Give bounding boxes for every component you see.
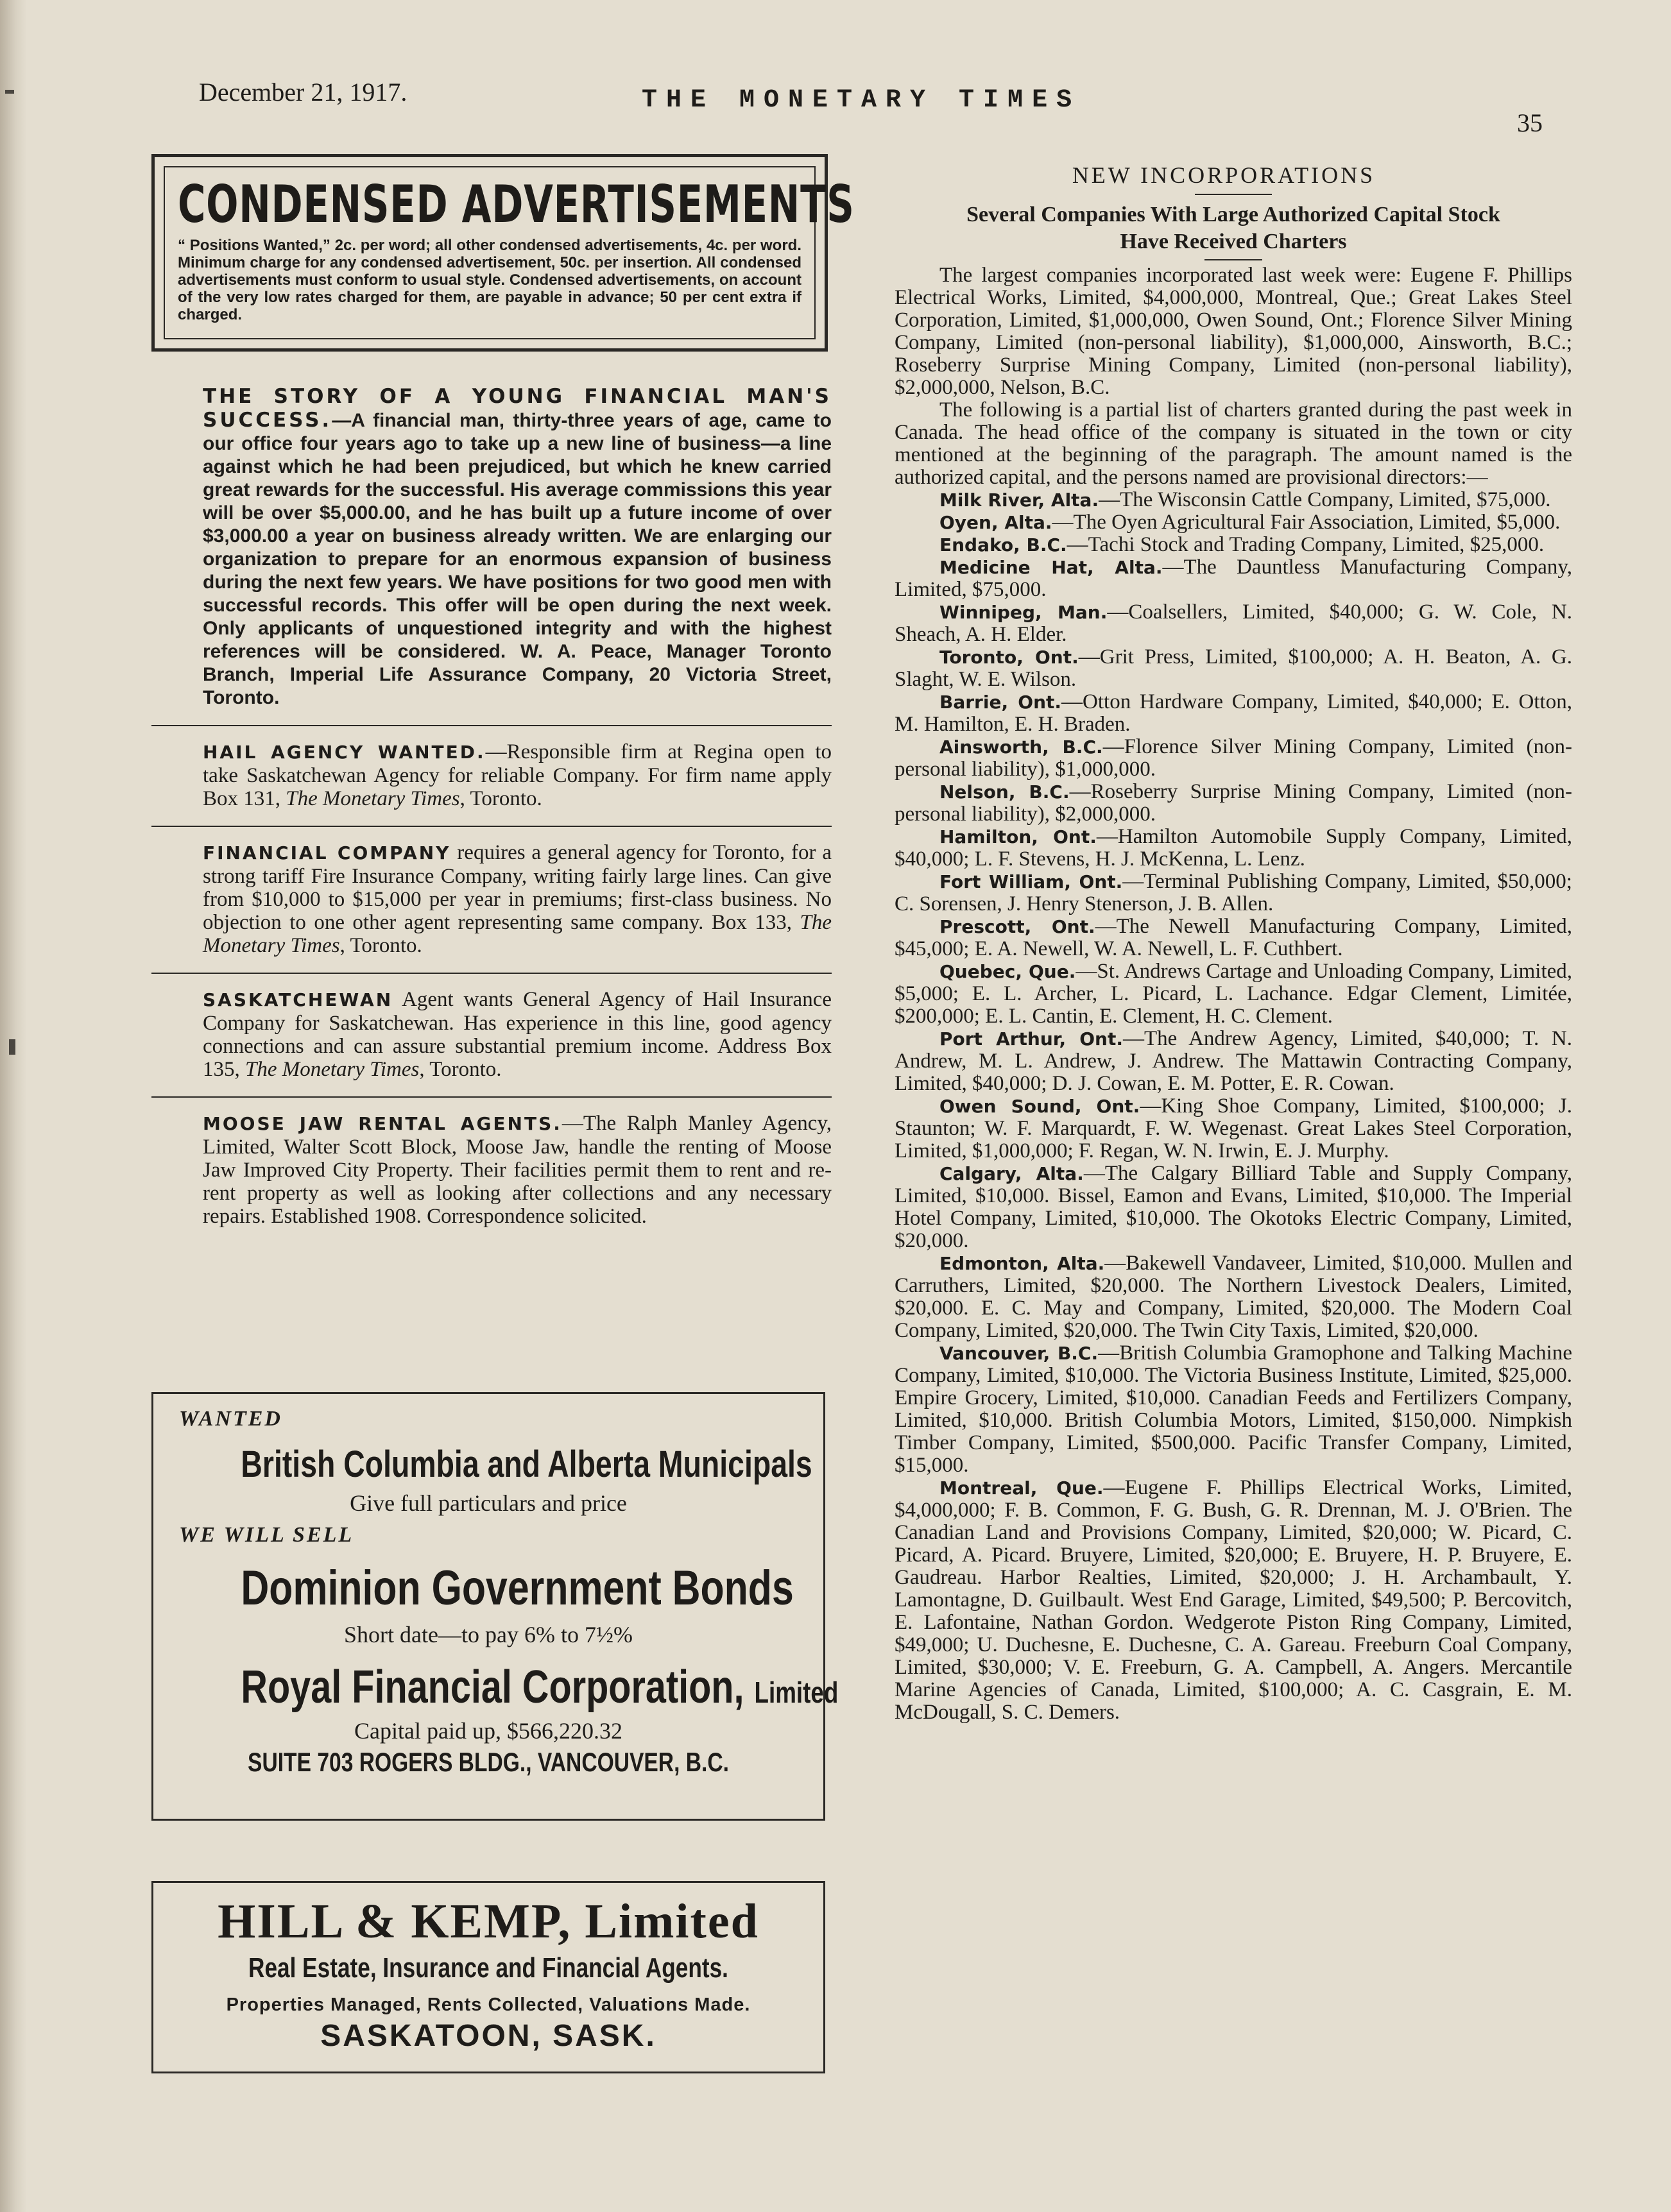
charter-place: Ainsworth, B.C. [939,736,1103,758]
hill-kemp-city: SASKATOON, SASK. [320,2019,656,2053]
company-name-main: Royal Financial Corporation, [241,1662,755,1713]
charter-place: Oyen, Alta. [939,512,1052,533]
charter-details: —The Andrew Agency, Limited, $40,000; T. N. Andrew, M. L. Andrew, J. Andrew. The Mattawin Contracting Company, Limited, $40,000; D. J. Cowan, E. M. Potter, E. R. Cowan. [895,1027,1572,1095]
charter-details: —Otton Hardware Company, Limited, $40,000; E. Otton, M. Hamilton, E. H. Braden. [895,690,1572,736]
charter-details: —The Wisconsin Cattle Company, Limited, $75,000. [1099,488,1551,511]
charter-place: Toronto, Ont. [939,647,1079,668]
divider [151,725,832,726]
charter-place: Milk River, Alta. [939,489,1099,511]
charter-details: —The Calgary Billiard Table and Supply Company, Limited, $10,000. Bissel, Eamon and Evans, Limited, $10,000. The Imperial Hotel Company, Limited, $10,000. The Okotoks Electric Company, Limited, $20,000. [895,1162,1572,1252]
capital-line: Capital paid up, $566,220.32 [354,1718,622,1744]
financial-company-heading: FINANCIAL COMPANY [203,842,451,864]
give-particulars-line: Give full particulars and price [350,1490,627,1516]
charter-details: —Florence Silver Mining Company, Limited (non-personal liability), $1,000,000. [895,735,1572,781]
charter-details: —Grit Press, Limited, $100,000; A. H. Beaton, A. G. Slaght, W. E. Wilson. [895,645,1572,691]
charter-place: Fort William, Ont. [939,871,1123,892]
hail-agency-ad [151,740,832,810]
page-number: 35 [1517,108,1543,137]
charter-place: Calgary, Alta. [939,1163,1084,1184]
hail-agency-body: —Responsible firm at Regina open to take Saskatchewan Agency for reliable Company. For firm name apply Box 131, [203,740,832,810]
charter-details: —The Dauntless Manufacturing Company, Limited, $75,000. [895,556,1572,601]
charter-details: —Tachi Stock and Trading Company, Limited, $25,000. [1067,533,1545,556]
charter-entry [895,601,1572,646]
charter-place: Winnipeg, Man. [939,602,1108,623]
charter-details: —Eugene F. Phillips Electrical Works, Limited, $4,000,000; F. B. Common, F. G. Bush, G. R. Drennan, M. J. O'Brien. The Canadian Land and Provisions Company, Limited, $20,000; W. Picard, C. Picard, A. Picard. Bruyere, Limited, $20,000; E. Bruyere, H. P. Bruyere, E. Gaudreau. Harbor Realties, Limited, $20,000; J. H. Archambault, Y. Lamontagne, D. Guilbault. West End Garage, Limited, $49,500; P. Bercovitch, E. Lafontaine, Nathan Gordon. Wedgerote Piston Ring Company, Limited, $49,000; U. Duchesne, E. Duchesne, C. A. Gareau. Freeburn Coal Company, Limited, $30,000; V. E. Freeburn, G. A. Campbell, A. Angers. Mercantile Marine Agencies of Canada, Limited, $100,000; A. C. Casgrain, E. M. McDougall, S. C. Demers. [895,1476,1572,1724]
divider [151,1096,832,1098]
will-sell-label: WE WILL SELL [179,1523,354,1547]
charter-place: Vancouver, B.C. [939,1343,1099,1364]
charter-entry [895,556,1572,601]
page-binding-edge [0,0,27,2212]
moose-jaw-ad [151,1112,832,1228]
charter-details: —Coalsellers, Limited, $40,000; G. W. Cole, N. Sheach, A. H. Elder. [895,600,1572,646]
short-date-line: Short date—to pay 6% to 7½% [344,1622,633,1647]
hail-agency-publication: The Monetary Times [286,787,460,810]
charter-details: —Roseberry Surprise Mining Company, Limited (non-personal liability), $2,000,000. [895,780,1573,826]
charter-entry [895,691,1572,736]
charter-place: Prescott, Ont. [939,916,1095,937]
hill-kemp-services: Properties Managed, Rents Collected, Valuations Made. [226,1995,751,2015]
charter-entry [895,1095,1572,1162]
charter-details: —The Oyen Agricultural Fair Association, Limited, $5,000. [1052,511,1561,534]
moose-jaw-body: —The Ralph Manley Agency, Limited, Walter Scott Block, Moose Jaw, handle the renting of Moose Jaw Improved City Property. Their facilities permit them to rent and re-rent property as well as looking after collections and any necessary repairs. Established 1908. Correspondence solicited. [203,1112,832,1228]
story-ad-body: —A financial man, thirty-three years of age, came to our office four years ago to take up a new line of business—a line against which he had been prejudiced, but which he knew carried great rewards for the successful. His average commissions this year will be over $5,000.00, and he has built up a future income of over $3,000.00 a year on business already written. We are enlarging our organization to prepare for an enormous expansion of business during the next few years. We have positions for two good men with successful records. This offer will be open during the next week. Only applicants of unquestioned integrity and with the highest references will be considered. W. A. Peace, Manager Toronto Branch, Imperial Life Assurance Company, 20 Victoria Street, Toronto. [203,410,832,708]
binding-mark [5,90,14,94]
charter-place: Port Arthur, Ont. [939,1028,1123,1050]
charter-place: Endako, B.C. [939,534,1067,556]
financial-company-publication: The Monetary Times [203,911,832,957]
condensed-ads-box [151,154,855,352]
charter-details: —Bakewell Vandaveer, Limited, $10,000. Mullen and Carruthers, Limited, $20,000. The Northern Livestock Dealers, Limited, $20,000. E. C. May and Company, Limited, $20,000. The Modern Coal Company, Limited, $20,000. The Twin City Taxis, Limited, $20,000. [895,1252,1573,1342]
saskatchewan-heading: SASKATCHEWAN [203,989,393,1010]
royal-financial-ad [151,1392,839,1821]
hail-agency-heading: HAIL AGENCY WANTED. [203,742,486,763]
divider [151,973,832,974]
moose-jaw-heading: MOOSE JAW RENTAL AGENTS. [203,1113,562,1134]
publication-name: THE MONETARY TIMES [642,86,1081,115]
charter-entry [895,511,1572,534]
hill-kemp-subtitle: Real Estate, Insurance and Financial Agents. [248,1952,728,1984]
charter-place: Montreal, Que. [939,1477,1104,1499]
left-column [151,154,855,1228]
saskatchewan-ad [151,988,832,1081]
bonds-line: Dominion Government Bonds [241,1561,794,1615]
charter-entry [895,826,1572,871]
charter-details: —Hamilton Automobile Supply Company, Limited, $40,000; L. F. Stevens, H. J. McKenna, L. Lenz. [895,825,1572,871]
incorporations-body [895,264,1572,1724]
charter-details: —The Newell Manufacturing Company, Limited, $45,000; E. A. Newell, W. A. Newell, L. F. Cuthbert. [895,915,1573,960]
list-intro-paragraph: The following is a partial list of charters granted during the past week in Canada. The head office of the company is situated in the town or city mentioned at the beginning of the paragraph. The amount named is the authorized capital, and the persons named are provisional directors:— [895,398,1572,489]
financial-company-body: requires a general agency for Toronto, for a strong tariff Fire Insurance Company, writing fairly large lines. Can give from $10,000 to $15,000 per year in premiums; first-class business. No objection to one other agent representing same company. Box 133, [203,841,832,934]
charter-entry [895,1252,1572,1342]
financial-company-ad [151,841,832,957]
condensed-ads-title: CONDENSED ADVERTISEMENTS [178,174,855,234]
company-name-suffix: Limited [754,1676,839,1709]
charter-place: Medicine Hat, Alta. [939,557,1163,578]
charter-list [895,489,1572,1724]
charter-entry [895,1342,1572,1477]
saskatchewan-tail: , Toronto. [419,1058,502,1081]
hill-kemp-title: HILL & KEMP, Limited [218,1894,759,1948]
section-subtitle-1: Several Companies With Large Authorized Capital Stock [966,203,1500,226]
charter-details: —King Shoe Company, Limited, $100,000; J. Staunton; W. F. Marquardt, F. W. Wegenast. Great Lakes Steel Corporation, Limited, $1,000,000; F. Regan, W. N. Irwin, E. J. Murphy. [895,1094,1572,1162]
condensed-ads-rates: “ Positions Wanted,” 2c. per word; all other condensed advertisements, 4c. per word. Minimum charge for any condensed advertisement, 50c. per insertion. All condensed advertisements must conform to usual style. Condensed advertisements, on account of the very low rates charged for them, are payable in advance; 50 per cent extra if charged. [178,237,801,323]
charter-entry [895,1477,1572,1724]
divider [151,826,832,827]
section-subtitle-2: Have Received Charters [1120,230,1347,253]
charter-place: Edmonton, Alta. [939,1253,1105,1274]
charter-place: Barrie, Ont. [939,692,1062,713]
charter-entry [895,646,1572,691]
binding-mark [9,1039,15,1055]
section-title: NEW INCORPORATIONS [1072,162,1376,188]
story-ad-heading: THE STORY OF A YOUNG FINANCIAL MAN'S SUCCESS. [203,385,832,432]
charter-details: —Terminal Publishing Company, Limited, $50,000; C. Sorensen, J. Henry Stenerson, J. B. Allen. [895,870,1572,915]
address-line: SUITE 703 ROGERS BLDG., VANCOUVER, B.C. [248,1747,729,1777]
charter-place: Nelson, B.C. [939,781,1070,803]
charter-entry [895,915,1572,960]
hill-kemp-ad [151,1881,825,2073]
charter-entry [895,781,1572,826]
subtitle-rule [1204,259,1262,260]
charter-entry [895,489,1572,511]
story-ad [151,385,832,710]
issue-date: December 21, 1917. [199,78,407,106]
wanted-label: WANTED [179,1407,282,1431]
right-column [895,162,1572,1724]
financial-company-tail: , Toronto. [339,934,422,957]
saskatchewan-publication: The Monetary Times [245,1058,420,1081]
charter-place: Quebec, Que. [939,961,1076,982]
company-name [241,1661,839,1714]
saskatchewan-body: Agent wants General Agency of Hail Insurance Company for Saskatchewan. Has experience in this line, good agency connections and can assure substantial premium income. Address Box 135, [203,988,832,1081]
charter-place: Hamilton, Ont. [939,826,1097,847]
charter-entry [895,871,1572,915]
title-rule [1195,194,1272,195]
charter-details: —British Columbia Gramophone and Talking Machine Company, Limited, $10,000. The Victoria Business Institute, Limited, $25,000. Empire Grocery, Limited, $10,000. Canadian Feeds and Fertilizers Company, Limited, $10,000. British Columbia Motors, Limited, $150,000. Nimpkish Timber Company, Limited, $500,000. Pacific Transfer Company, Limited, $15,000. [895,1341,1573,1477]
charter-entry [895,534,1572,556]
charter-entry [895,1028,1572,1095]
charter-entry [895,736,1572,781]
hail-agency-tail: , Toronto. [459,787,542,810]
charter-details: —St. Andrews Cartage and Unloading Company, Limited, $5,000; E. L. Archer, L. Picard, L. Lachance. Edgar Clement, Limitée, $200,000; E. L. Cantin, E. Clement, H. C. Clement. [895,960,1573,1028]
charter-place: Owen Sound, Ont. [939,1096,1140,1117]
condensed-ads-inner [164,166,855,339]
wanted-line: British Columbia and Alberta Municipals [241,1443,812,1485]
charter-entry [895,1162,1572,1252]
intro-paragraph: The largest companies incorporated last week were: Eugene F. Phillips Electrical Works, Limited, $4,000,000, Montreal, Que.; Great Lakes Steel Corporation, Limited, $1,000,000, Owen Sound, Ont.; Florence Silver Mining Company, Limited (non-personal liability), $1,000,000, Ainsworth, B.C.; Roseberry Surprise Mining Company, Limited (non-personal liability), $2,000,000, Nelson, B.C. [895,264,1572,399]
charter-entry [895,960,1572,1028]
